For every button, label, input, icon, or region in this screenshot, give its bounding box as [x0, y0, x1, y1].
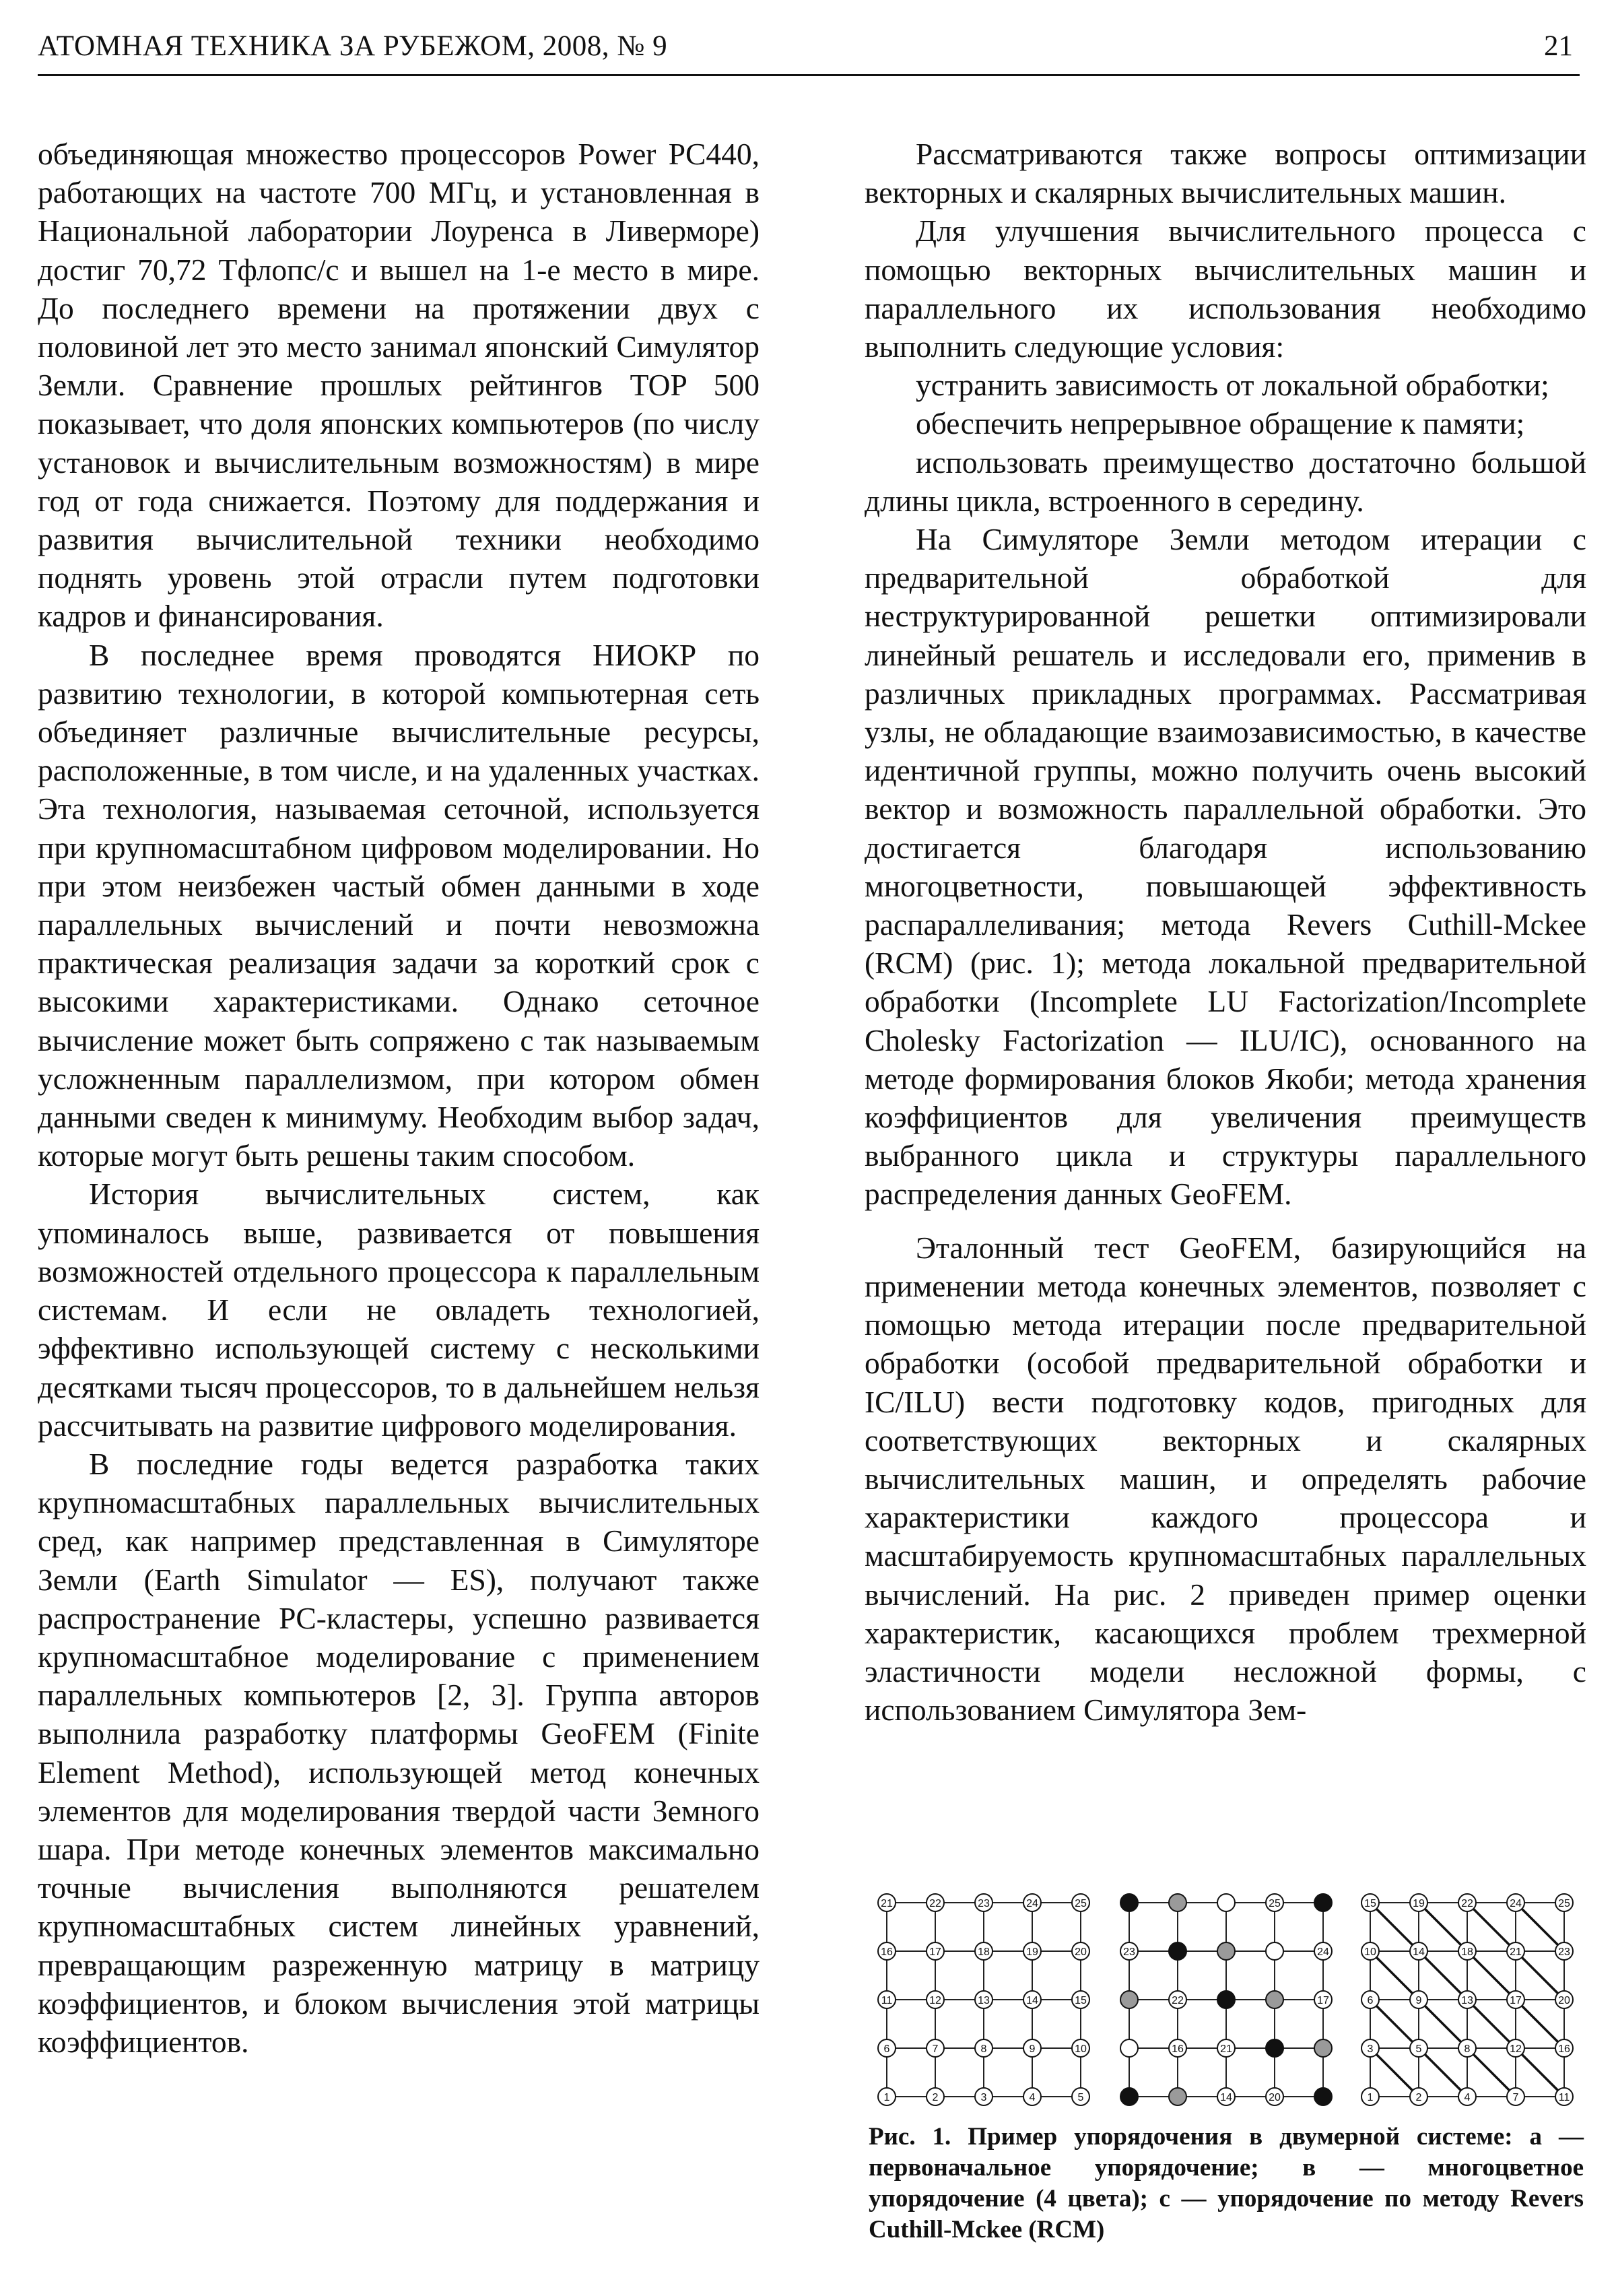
node-number: 1: [883, 2092, 890, 2103]
paragraph: обеспечить непрерывное обращение к памяти;: [916, 406, 1525, 441]
grid-node: [1217, 1942, 1235, 1960]
node-number: 7: [1512, 2092, 1519, 2103]
grid-node: [1266, 2039, 1283, 2057]
paragraph: Для улучшения вычислительного процесса с помощью векторных вычислительных машин и параллельного их использования необходимо выполнить следующие условия:: [865, 214, 1586, 364]
grid-node: [1120, 2088, 1138, 2105]
node-number: 10: [1364, 1946, 1376, 1958]
node-number: 16: [1558, 2043, 1570, 2055]
grid-node: [1266, 1942, 1283, 1960]
grid-node: [1169, 1942, 1186, 1960]
right-column: [865, 135, 1586, 1729]
node-number: 24: [1510, 1898, 1522, 1909]
running-header: [38, 26, 1580, 76]
figure-ordering-grids: [865, 1886, 1586, 2115]
node-number: 16: [881, 1946, 893, 1958]
node-number: 20: [1558, 1995, 1570, 2006]
node-number: 24: [1026, 1898, 1038, 1909]
grid-node: [1120, 1894, 1138, 1911]
node-number: 21: [1510, 1946, 1522, 1958]
node-number: 2: [932, 2092, 939, 2103]
node-number: 19: [1026, 1946, 1038, 1958]
node-number: 5: [1077, 2092, 1084, 2103]
paragraph: Рассматриваются также вопросы оптимизации векторных и скалярных вычислительных машин.: [865, 137, 1586, 210]
node-number: 17: [1317, 1995, 1329, 2006]
node-number: 22: [1172, 1995, 1184, 2006]
node-number: 6: [883, 2043, 890, 2055]
node-number: 18: [1461, 1946, 1473, 1958]
node-number: 19: [1413, 1898, 1425, 1909]
node-number: 15: [1364, 1898, 1376, 1909]
node-number: 11: [1558, 2092, 1570, 2103]
left-column: [38, 135, 760, 2061]
grid-node: [1314, 2039, 1332, 2057]
node-number: 5: [1415, 2043, 1422, 2055]
node-number: 23: [1558, 1946, 1570, 1958]
grid-node: [1169, 1894, 1186, 1911]
node-number: 13: [978, 1995, 990, 2006]
ordering-diagonal: [1370, 2048, 1419, 2097]
node-number: 8: [980, 2043, 987, 2055]
node-number: 14: [1220, 2092, 1232, 2103]
paragraph: На Симуляторе Земли методом итерации с предварительной обработкой для неструктурированной решетки оптимизировали линейный решатель и исследовали его, применив в различных прикладных программах. Рассматривая узлы, не обладающие взаимозависимостью, в качестве идентичной группы, можно получить очень высокий вектор и возможность параллельной обработки. Это достигается благодаря использованию многоцветности, повышающей эффективность распараллеливания; метода Revers Cuthill-Mckee (RCM) (рис. 1); метода локальной предварительной обработки (Incomplete LU Factorization/Incomplete Cholesky Factorization — ILU/IC), основанного на методе формирования блоков Якоби; метода хранения коэффициентов для увеличения преимуществ выбранного цикла и структуры параллельного распределения данных GeoFEM.: [865, 522, 1586, 1212]
grid-node: [1120, 2039, 1138, 2057]
node-number: 3: [980, 2092, 987, 2103]
node-number: 3: [1367, 2043, 1374, 2055]
node-number: 16: [1172, 2043, 1184, 2055]
node-number: 22: [929, 1898, 941, 1909]
node-number: 21: [1220, 2043, 1232, 2055]
grid-node: [1169, 2088, 1186, 2105]
grid-node: [1314, 2088, 1332, 2105]
node-number: 14: [1026, 1995, 1038, 2006]
paragraph: Эталонный тест GeoFEM, базирующийся на применении метода конечных элементов, позволяет с помощью метода итерации после предварительной обработки (особой предварительной обработки и IC/ILU) вести подготовку кодов, пригодных для соответствующих векторных и скалярных вычислительных машин, и определять рабочие характеристики каждого процессора и масштабируемость крупномасштабных параллельных вычислений. На рис. 2 приведен пример оценки характеристик, касающихся проблем трехмерной эластичности модели несложной формы, с использованием Симулятора Зем-: [865, 1230, 1586, 1728]
node-number: 4: [1464, 2092, 1471, 2103]
node-number: 24: [1317, 1946, 1329, 1958]
node-number: 25: [1558, 1898, 1570, 1909]
node-number: 18: [978, 1946, 990, 1958]
node-number: 13: [1461, 1995, 1473, 2006]
node-number: 7: [932, 2043, 939, 2055]
ordering-diagonal: [1516, 1903, 1564, 1951]
grid-node: [1217, 1894, 1235, 1911]
node-number: 25: [1269, 1898, 1281, 1909]
node-number: 11: [881, 1995, 893, 2006]
paragraph: объединяющая множество процессоров Power PC440, работающих на частоте 700 МГц, и установленная в Национальной лаборатории Лоуренса в Ливерморе) достиг 70,72 Тфлопс/с и вышел на 1-е место в мире. До последнего времени на протяжении двух с половиной лет это место занимал японский Симулятор Земли. Сравнение прошлых рейтингов TOP 500 показывает, что доля японских компьютеров (по числу установок и вычислительным возможностям) в мире год от года снижается. Поэтому для поддержания и развития вычислительной техники необходимо поднять уровень этой отрасли путем подготовки кадров и финансирования.: [38, 137, 760, 634]
node-number: 14: [1413, 1946, 1425, 1958]
node-number: 12: [1510, 2043, 1522, 2055]
ordering-grids-svg: [865, 1886, 1586, 2115]
node-number: 1: [1367, 2092, 1374, 2103]
node-number: 17: [929, 1946, 941, 1958]
page-number: 21: [1544, 30, 1573, 62]
paragraph: История вычислительных систем, как упоминалось выше, развивается от повышения возможностей отдельного процессора к параллельным системам. И если не овладеть технологией, эффективно использующей систему с несколькими десятками тысяч процессоров, то в дальнейшем нельзя рассчитывать на развитие цифрового моделирования.: [38, 1177, 760, 1443]
grid-node: [1266, 1991, 1283, 2008]
node-number: 21: [881, 1898, 893, 1909]
node-number: 6: [1367, 1995, 1374, 2006]
ordering-diagonal: [1367, 1951, 1516, 2097]
node-number: 9: [1029, 2043, 1036, 2055]
node-number: 12: [929, 1995, 941, 2006]
node-number: 2: [1415, 2092, 1422, 2103]
ordering-diagonal: [1419, 1903, 1564, 2048]
grid-node: [1120, 1991, 1138, 2008]
node-number: 22: [1461, 1898, 1473, 1909]
paragraph: В последнее время проводятся НИОКР по развитию технологии, в которой компьютерная сеть объединяет различные вычислительные ресурсы, расположенные, в том числе, и на удаленных участках. Эта технология, называемая сеточной, используется при крупномасштабном цифровом моделировании. Но при этом неизбежен частый обмен данными в ходе параллельных вычислений и почти невозможна практическая реализация задачи за короткий срок с высокими характеристиками. Однако сеточное вычисление может быть сопряжено с так называемым усложненным параллелизмом, при котором обмен данными сведен к минимуму. Необходим выбор задач, которые могут быть решены таким способом.: [38, 637, 760, 1173]
node-number: 20: [1075, 1946, 1087, 1958]
node-number: 17: [1510, 1995, 1522, 2006]
paragraph: использовать преимущество достаточно большой длины цикла, встроенного в середину.: [865, 445, 1586, 518]
node-number: 23: [978, 1898, 990, 1909]
figure-caption: Рис. 1. Пример упорядочения в двумерной системе: а — первоначальное упорядочение; в — многоцветное упорядочение (4 цвета); с — упорядочение по методу Revers Cuthill-Mckee (RCM): [869, 2123, 1584, 2243]
node-number: 8: [1464, 2043, 1471, 2055]
journal-title: АТОМНАЯ ТЕХНИКА ЗА РУБЕЖОМ, 2008, № 9: [38, 30, 668, 62]
node-number: 10: [1075, 2043, 1087, 2055]
grid-node: [1314, 1894, 1332, 1911]
node-number: 20: [1269, 2092, 1281, 2103]
paragraph: В последние годы ведется разработка таких крупномасштабных параллельных вычислительных сред, как например представленная в Симуляторе Земли (Earth Simulator — ES), получают также распространение PC-кластеры, успешно развивается крупномасштабное моделирование с применением параллельных компьютеров [2, 3]. Группа авторов выполнила разработку платформы GeoFEM (Finite Element Method), использующей метод конечных элементов для моделирования твердой части Земного шара. При методе конечных элементов максимально точные вычисления выполняются решателем крупномасштабных систем линейных уравнений, превращающим разреженную матрицу в матрицу коэффициентов, и блоком вычисления этой матрицы коэффициентов.: [38, 1446, 760, 2059]
node-number: 25: [1075, 1898, 1087, 1909]
node-number: 4: [1029, 2092, 1036, 2103]
paragraph-gap: [865, 1214, 1586, 1228]
node-number: 9: [1415, 1995, 1422, 2006]
grid-node: [1217, 1991, 1235, 2008]
paragraph: устранить зависимость от локальной обработки;: [916, 368, 1549, 403]
node-number: 15: [1075, 1995, 1087, 2006]
node-number: 23: [1123, 1946, 1135, 1958]
